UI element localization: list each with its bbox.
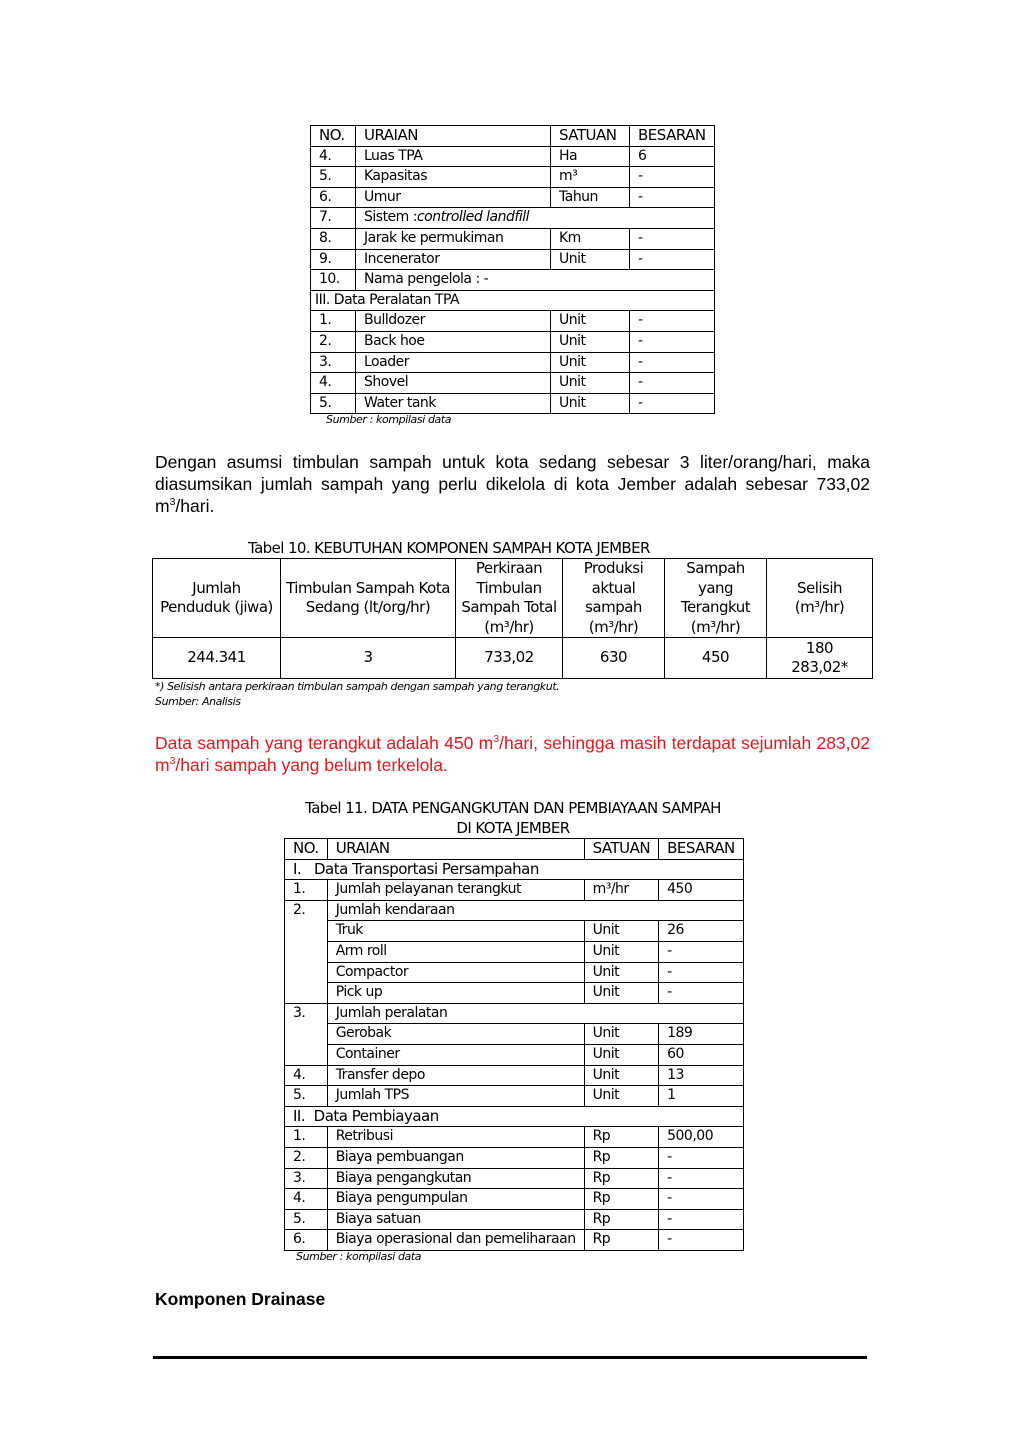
cell-besaran: - (630, 187, 715, 208)
table-row (285, 921, 744, 942)
cell-besaran: - (630, 352, 715, 373)
table-row (311, 311, 715, 332)
superscript: 3 (169, 755, 176, 768)
cell-pengelola: Nama pengelola : - (356, 270, 715, 291)
cell-no: 4. (285, 1189, 328, 1210)
cell-besaran: 26 (659, 921, 744, 942)
cell-uraian: Water tank (356, 393, 551, 414)
col-header-selisih: Selisih (m³/hr) (767, 559, 873, 638)
cell-uraian: Compactor (327, 962, 584, 983)
cell-no: 1. (311, 311, 356, 332)
table-row (285, 962, 744, 983)
cell-no: 3. (285, 1168, 328, 1189)
cell-penduduk: 244.341 (153, 638, 281, 679)
footer-rule (153, 1356, 867, 1359)
cell-uraian: Umur (356, 187, 551, 208)
table-header-row (311, 126, 715, 147)
cell-no: 9. (311, 249, 356, 270)
cell-uraian: Shovel (356, 373, 551, 394)
table-row (285, 900, 744, 921)
cell-satuan: Unit (584, 1065, 659, 1086)
table3-caption (284, 798, 742, 838)
cell-no: 4. (311, 146, 356, 167)
cell-besaran: - (630, 393, 715, 414)
cell-uraian: Jumlah pelayanan terangkut (327, 880, 584, 901)
table-row (285, 880, 744, 901)
cell-timbulan: 3 (281, 638, 456, 679)
col-header-satuan: SATUAN (551, 126, 630, 147)
cell-satuan: Rp (584, 1147, 659, 1168)
paragraph-text: /hari sampah yang belum terkelola. (175, 755, 448, 775)
cell-besaran: 6 (630, 146, 715, 167)
table-row (311, 331, 715, 352)
cell-uraian: Retribusi (327, 1127, 584, 1148)
cell-besaran: 13 (659, 1065, 744, 1086)
cell-uraian: Biaya pengangkutan (327, 1168, 584, 1189)
cell-uraian: Kapasitas (356, 167, 551, 188)
section-row (311, 290, 715, 311)
cell-uraian: Pick up (327, 983, 584, 1004)
cell-satuan: Unit (584, 962, 659, 983)
col-header-satuan: SATUAN (584, 839, 659, 860)
superscript: 3 (169, 496, 176, 509)
cell-no: 8. (311, 228, 356, 249)
col-header-penduduk: Jumlah Penduduk (jiwa) (153, 559, 281, 638)
cell-besaran: 450 (659, 880, 744, 901)
cell-satuan: Unit (584, 983, 659, 1004)
table3-source: Sumber : kompilasi data (296, 1250, 422, 1263)
table-row (285, 1127, 744, 1148)
cell-uraian: Jumlah kendaraan (327, 900, 743, 921)
cell-uraian: Back hoe (356, 331, 551, 352)
cell-no: 5. (285, 1086, 328, 1107)
table-row (311, 270, 715, 291)
col-header-no: NO. (285, 839, 328, 860)
cell-satuan: Unit (551, 249, 630, 270)
section-row (285, 1106, 744, 1127)
table-row (311, 249, 715, 270)
cell-besaran: - (659, 1147, 744, 1168)
table-row (311, 167, 715, 188)
cell-besaran: 500,00 (659, 1127, 744, 1148)
col-header-total: Perkiraan Timbulan Sampah Total (m³/hr) (456, 559, 563, 638)
col-header-produksi: Produksi aktual sampah (m³/hr) (563, 559, 665, 638)
cell-besaran: - (659, 1209, 744, 1230)
col-header-terangkut: Sampah yang Terangkut (m³/hr) (665, 559, 767, 638)
table-row (285, 1044, 744, 1065)
cell-terangkut: 450 (665, 638, 767, 679)
cell-uraian: Container (327, 1044, 584, 1065)
table-row (285, 983, 744, 1004)
table-row (285, 1189, 744, 1210)
cell-uraian: Biaya satuan (327, 1209, 584, 1230)
section-row (285, 859, 744, 880)
cell-uraian: Biaya operasional dan pemeliharaan (327, 1230, 584, 1251)
cell-satuan: Unit (584, 1044, 659, 1065)
cell-no: 5. (311, 167, 356, 188)
table-row (153, 638, 873, 679)
table2-note: *) Selisish antara perkiraan timbulan sampah dengan sampah yang terangkut. (155, 680, 560, 693)
cell-selisih (767, 638, 873, 679)
cell-besaran: - (630, 228, 715, 249)
cell-satuan: Rp (584, 1230, 659, 1251)
table-row (285, 1147, 744, 1168)
cell-satuan: Tahun (551, 187, 630, 208)
table-header-row (285, 839, 744, 860)
cell-no: 6. (285, 1230, 328, 1251)
table-header-row (153, 559, 873, 638)
kebutuhan-table (152, 558, 873, 679)
cell-satuan: Rp (584, 1209, 659, 1230)
cell-satuan: Unit (551, 352, 630, 373)
cell-satuan: Rp (584, 1168, 659, 1189)
cell-uraian: Jarak ke permukiman (356, 228, 551, 249)
table-row (311, 146, 715, 167)
table2-source: Sumber: Analisis (155, 695, 241, 708)
cell-besaran: - (630, 167, 715, 188)
paragraph-text: /hari, sehingga masih terdapat sejumlah 283,02 m (155, 733, 870, 775)
cell-satuan: Rp (584, 1189, 659, 1210)
cell-sistem (356, 208, 715, 229)
cell-satuan: Unit (551, 373, 630, 394)
cell-no: 3. (285, 1003, 328, 1065)
col-header-besaran: BESARAN (659, 839, 744, 860)
cell-uraian: Gerobak (327, 1024, 584, 1045)
cell-total: 733,02 (456, 638, 563, 679)
table-row (285, 1065, 744, 1086)
selisih-value-1: 180 (805, 638, 834, 657)
cell-produksi: 630 (563, 638, 665, 679)
cell-besaran: 1 (659, 1086, 744, 1107)
table3-caption-line2: DI KOTA JEMBER (456, 819, 570, 837)
cell-no: 2. (285, 1147, 328, 1168)
cell-besaran: - (630, 311, 715, 332)
col-header-no: NO. (311, 126, 356, 147)
table-row (285, 1086, 744, 1107)
table-row (311, 393, 715, 414)
table-row (285, 1168, 744, 1189)
cell-uraian: Transfer depo (327, 1065, 584, 1086)
cell-no: 1. (285, 1127, 328, 1148)
paragraph-text: Data sampah yang terangkut adalah 450 m (155, 733, 494, 753)
table-row (285, 1230, 744, 1251)
col-header-timbulan: Timbulan Sampah Kota Sedang (lt/org/hr) (281, 559, 456, 638)
cell-besaran: - (659, 1189, 744, 1210)
section-label: I. Data Transportasi Persampahan (285, 859, 744, 880)
cell-no: 6. (311, 187, 356, 208)
cell-uraian: Biaya pengumpulan (327, 1189, 584, 1210)
cell-uraian: Arm roll (327, 941, 584, 962)
cell-satuan: Unit (584, 941, 659, 962)
table-row (311, 208, 715, 229)
cell-satuan: Rp (584, 1127, 659, 1148)
cell-besaran: - (659, 962, 744, 983)
cell-satuan: m³ (551, 167, 630, 188)
tpa-table (310, 125, 715, 414)
table-row (311, 352, 715, 373)
cell-no: 7. (311, 208, 356, 229)
cell-besaran: - (659, 1168, 744, 1189)
table-row (285, 1003, 744, 1024)
cell-besaran: - (630, 331, 715, 352)
cell-no: 5. (285, 1209, 328, 1230)
cell-besaran: - (659, 1230, 744, 1251)
col-header-uraian: URAIAN (356, 126, 551, 147)
cell-satuan: m³/hr (584, 880, 659, 901)
cell-no: 4. (285, 1065, 328, 1086)
cell-no: 1. (285, 880, 328, 901)
selisih-value-2: 283,02* (791, 658, 848, 676)
cell-no: 3. (311, 352, 356, 373)
cell-satuan: Ha (551, 146, 630, 167)
cell-no: 5. (311, 393, 356, 414)
paragraph-terangkut (155, 732, 870, 776)
cell-besaran: - (630, 249, 715, 270)
cell-besaran: - (630, 373, 715, 394)
sistem-label: Sistem : (364, 209, 417, 226)
cell-satuan: Unit (584, 1086, 659, 1107)
cell-uraian: Jumlah TPS (327, 1086, 584, 1107)
cell-uraian: Truk (327, 921, 584, 942)
cell-satuan: Unit (551, 393, 630, 414)
cell-uraian: Incenerator (356, 249, 551, 270)
cell-besaran: - (659, 983, 744, 1004)
pengangkutan-table (284, 838, 744, 1251)
cell-besaran: 60 (659, 1044, 744, 1065)
cell-uraian: Loader (356, 352, 551, 373)
cell-no: 2. (311, 331, 356, 352)
section-label: II. Data Pembiayaan (285, 1106, 744, 1127)
cell-besaran: 189 (659, 1024, 744, 1045)
cell-uraian: Jumlah peralatan (327, 1003, 743, 1024)
cell-satuan: Unit (584, 1024, 659, 1045)
paragraph-asumsi (155, 451, 870, 517)
section-label: III. Data Peralatan TPA (311, 290, 715, 311)
cell-satuan: Km (551, 228, 630, 249)
col-header-besaran: BESARAN (630, 126, 715, 147)
sistem-value: controlled landfill (416, 209, 529, 226)
col-header-uraian: URAIAN (327, 839, 584, 860)
table-row (285, 1024, 744, 1045)
table-row (285, 941, 744, 962)
table2-caption: Tabel 10. KEBUTUHAN KOMPONEN SAMPAH KOTA JEMBER (248, 539, 650, 557)
table3-caption-line1: Tabel 11. DATA PENGANGKUTAN DAN PEMBIAYAAN SAMPAH (305, 799, 721, 817)
cell-satuan: Unit (551, 311, 630, 332)
table1-source: Sumber : kompilasi data (326, 413, 452, 426)
cell-no: 4. (311, 373, 356, 394)
cell-uraian: Luas TPA (356, 146, 551, 167)
paragraph-tail: /hari. (175, 496, 215, 516)
paragraph-text: Dengan asumsi timbulan sampah untuk kota sedang sebesar 3 liter/orang/hari, maka diasumsikan jumlah sampah yang perlu dikelola di kota Jember adalah sebesar 733,02 m (155, 452, 870, 516)
superscript: 3 (493, 733, 500, 746)
table-row (311, 187, 715, 208)
cell-uraian: Biaya pembuangan (327, 1147, 584, 1168)
table-row (311, 373, 715, 394)
cell-satuan: Unit (584, 921, 659, 942)
cell-uraian: Bulldozer (356, 311, 551, 332)
table-row (311, 228, 715, 249)
cell-no: 10. (311, 270, 356, 291)
cell-no: 2. (285, 900, 328, 1003)
table-row (285, 1209, 744, 1230)
cell-besaran: - (659, 941, 744, 962)
section-heading: Komponen Drainase (155, 1289, 326, 1309)
cell-satuan: Unit (551, 331, 630, 352)
